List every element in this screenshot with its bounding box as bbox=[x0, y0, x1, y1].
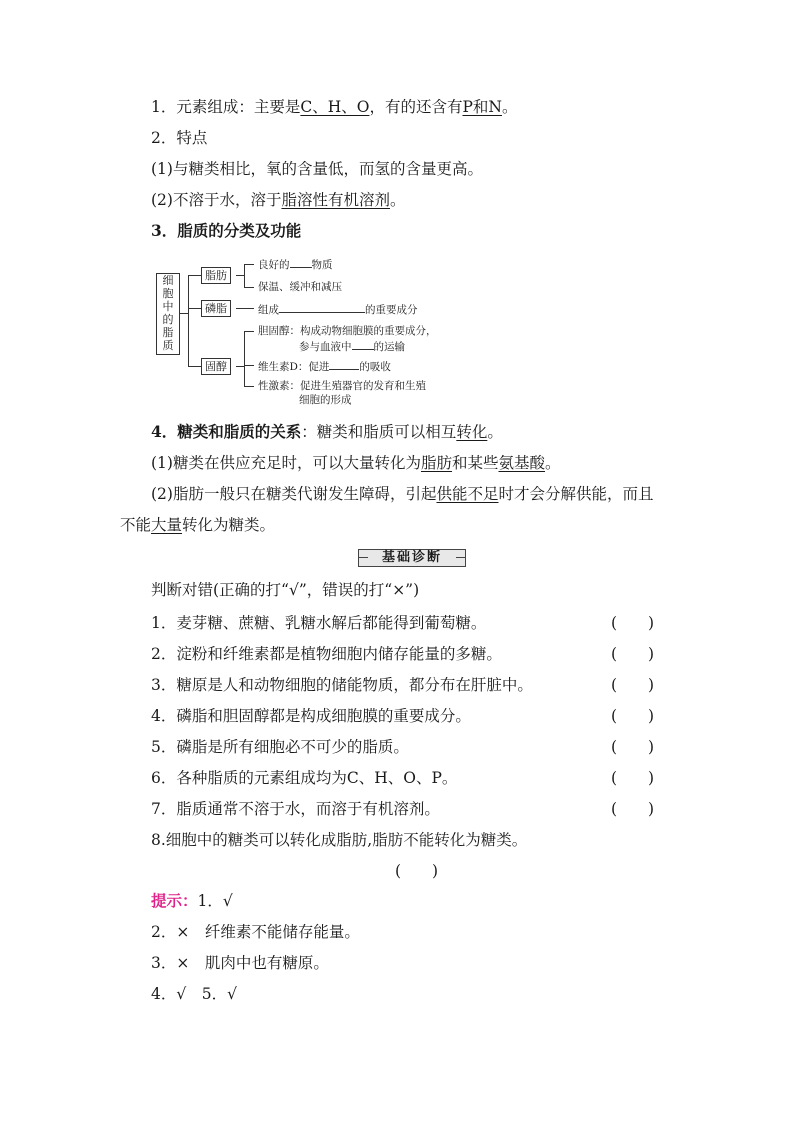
connector bbox=[244, 386, 254, 387]
phospholipid-function: 组成 的重要成分 bbox=[258, 304, 418, 316]
answer-blank-4: ( ) bbox=[611, 707, 655, 725]
section-banner-basic-diagnosis: 基础诊断 bbox=[358, 549, 466, 567]
connector bbox=[188, 275, 201, 276]
hint-line-2: 2．× 纤维素不能储存能量。 bbox=[151, 923, 360, 941]
relationship-point-2-cont: 不能大量转化为糖类。 bbox=[120, 516, 276, 534]
root-box-cell-lipids: 细 胞 中 的 脂 质 bbox=[156, 273, 180, 355]
connector bbox=[244, 365, 254, 366]
judge-instruction: 判断对错(正确的打“√”，错误的打“×”) bbox=[151, 581, 420, 599]
heading-relationship: 4．糖类和脂质的关系：糖类和脂质可以相互转化。 bbox=[151, 422, 503, 441]
answer-blank-7: ( ) bbox=[611, 800, 655, 818]
answer-blank-6: ( ) bbox=[611, 769, 655, 787]
hint-line-4: 4．√ 5．√ bbox=[151, 985, 237, 1003]
connector bbox=[244, 331, 254, 332]
fat-function-protection: 保温、缓冲和减压 bbox=[258, 281, 342, 293]
cholesterol-line-1: 胆固醇：构成动物细胞膜的重要成分， bbox=[258, 325, 437, 337]
relationship-point-1: (1)糖类在供应充足时，可以大量转化为脂肪和某些氨基酸。 bbox=[151, 454, 561, 472]
connector bbox=[244, 264, 245, 287]
answer-blank-8: ( ) bbox=[395, 862, 439, 880]
feature-solubility: (2)不溶于水，溶于脂溶性有机溶剂。 bbox=[151, 191, 406, 209]
connector bbox=[188, 308, 201, 309]
connector bbox=[188, 366, 201, 367]
judge-item-7: 7．脂质通常不溶于水，而溶于有机溶剂。 bbox=[151, 800, 440, 818]
vitamin-d-function: 维生素D：促进 的吸收 bbox=[258, 361, 391, 373]
hint-line-3: 3．× 肌肉中也有糖原。 bbox=[151, 954, 329, 972]
answer-blank-2: ( ) bbox=[611, 645, 655, 663]
answer-blank-1: ( ) bbox=[611, 614, 655, 632]
heading-features: 2．特点 bbox=[151, 129, 208, 147]
connector bbox=[188, 275, 189, 367]
feature-oxygen-hydrogen: (1)与糖类相比，氧的含量低，而氢的含量更高。 bbox=[151, 160, 483, 178]
judge-item-8: 8.细胞中的糖类可以转化成脂肪,脂肪不能转化为糖类。 bbox=[151, 831, 528, 849]
connector bbox=[236, 366, 244, 367]
line-element-composition: 1．元素组成：主要是C、H、O，有的还含有P和N。 bbox=[151, 98, 518, 116]
judge-item-2: 2．淀粉和纤维素都是植物细胞内储存能量的多糖。 bbox=[151, 645, 502, 663]
hint-line-1: 提示：1．√ bbox=[151, 891, 233, 910]
fat-function-storage: 良好的 物质 bbox=[258, 259, 333, 271]
sex-hormone-line-2: 细胞的形成 bbox=[299, 394, 352, 406]
sex-hormone-line-1: 性激素：促进生殖器官的发育和生殖 bbox=[258, 380, 426, 392]
heading-classification: 3．脂质的分类及功能 bbox=[151, 221, 302, 240]
cholesterol-line-2: 参与血液中 的运输 bbox=[299, 341, 405, 353]
connector bbox=[244, 264, 254, 265]
judge-item-3: 3．糖原是人和动物细胞的储能物质，都分布在肝脏中。 bbox=[151, 676, 533, 694]
connector bbox=[236, 308, 254, 309]
connector bbox=[244, 331, 245, 386]
judge-item-5: 5．磷脂是所有细胞必不可少的脂质。 bbox=[151, 738, 409, 756]
connector bbox=[236, 275, 244, 276]
answer-blank-5: ( ) bbox=[611, 738, 655, 756]
node-phospholipid: 磷脂 bbox=[201, 300, 231, 317]
answer-blank-3: ( ) bbox=[611, 676, 655, 694]
connector bbox=[244, 287, 254, 288]
judge-item-1: 1．麦芽糖、蔗糖、乳糖水解后都能得到葡萄糖。 bbox=[151, 614, 487, 632]
judge-item-4: 4．磷脂和胆固醇都是构成细胞膜的重要成分。 bbox=[151, 707, 471, 725]
relationship-point-2: (2)脂肪一般只在糖类代谢发生障碍，引起供能不足时才会分解供能，而且 bbox=[151, 485, 654, 503]
node-fat: 脂肪 bbox=[201, 267, 231, 284]
connector bbox=[180, 313, 188, 314]
hint-label: 提示： bbox=[151, 891, 198, 910]
node-sterol: 固醇 bbox=[201, 358, 231, 375]
judge-item-6: 6．各种脂质的元素组成均为C、H、O、P。 bbox=[151, 769, 458, 787]
